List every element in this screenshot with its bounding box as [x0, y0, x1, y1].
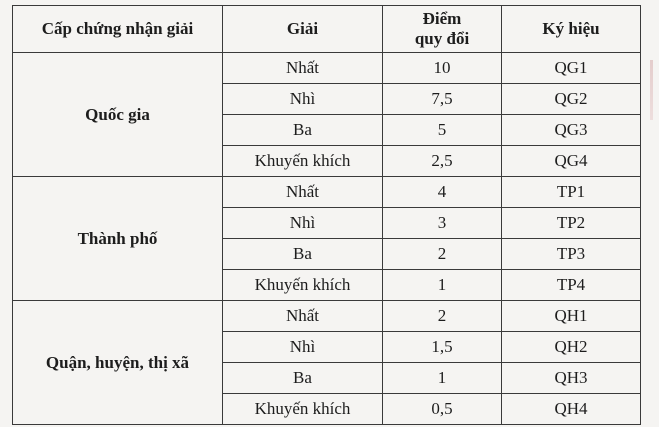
level-cell: Thành phố — [13, 177, 223, 301]
award-cell: Nhất — [223, 177, 383, 208]
level-cell: Quốc gia — [13, 53, 223, 177]
code-cell: TP2 — [502, 208, 641, 239]
table-body — [13, 53, 641, 425]
code-cell: QG1 — [502, 53, 641, 84]
code-cell: QH1 — [502, 301, 641, 332]
table-row — [13, 301, 641, 332]
code-cell: QH3 — [502, 363, 641, 394]
points-cell: 7,5 — [383, 84, 502, 115]
header-code: Ký hiệu — [502, 6, 641, 53]
points-cell: 3 — [383, 208, 502, 239]
award-cell: Nhì — [223, 208, 383, 239]
table-row — [13, 53, 641, 84]
award-cell: Khuyến khích — [223, 146, 383, 177]
points-cell: 1 — [383, 363, 502, 394]
level-cell: Quận, huyện, thị xã — [13, 301, 223, 425]
header-points-line2: quy đổi — [414, 29, 470, 48]
points-cell: 10 — [383, 53, 502, 84]
header-level: Cấp chứng nhận giải — [13, 6, 223, 53]
award-points-table — [12, 5, 641, 425]
points-cell: 5 — [383, 115, 502, 146]
code-cell: TP3 — [502, 239, 641, 270]
award-cell: Nhất — [223, 53, 383, 84]
points-cell: 1 — [383, 270, 502, 301]
code-cell: TP1 — [502, 177, 641, 208]
points-cell: 0,5 — [383, 394, 502, 425]
header-points-line1: Điểm — [422, 9, 462, 28]
table-row — [13, 177, 641, 208]
points-cell: 2 — [383, 239, 502, 270]
header-award: Giải — [223, 6, 383, 53]
code-cell: QG4 — [502, 146, 641, 177]
header-row — [13, 6, 641, 53]
award-cell: Nhất — [223, 301, 383, 332]
points-cell: 1,5 — [383, 332, 502, 363]
award-cell: Ba — [223, 363, 383, 394]
code-cell: TP4 — [502, 270, 641, 301]
points-cell: 4 — [383, 177, 502, 208]
code-cell: QG3 — [502, 115, 641, 146]
award-cell: Khuyến khích — [223, 394, 383, 425]
code-cell: QG2 — [502, 84, 641, 115]
points-cell: 2,5 — [383, 146, 502, 177]
award-cell: Ba — [223, 115, 383, 146]
award-cell: Khuyến khích — [223, 270, 383, 301]
award-cell: Ba — [223, 239, 383, 270]
points-cell: 2 — [383, 301, 502, 332]
code-cell: QH4 — [502, 394, 641, 425]
award-cell: Nhì — [223, 84, 383, 115]
award-cell: Nhì — [223, 332, 383, 363]
code-cell: QH2 — [502, 332, 641, 363]
table-header — [13, 6, 641, 53]
scan-edge-mark — [650, 60, 653, 120]
header-points — [383, 6, 502, 53]
